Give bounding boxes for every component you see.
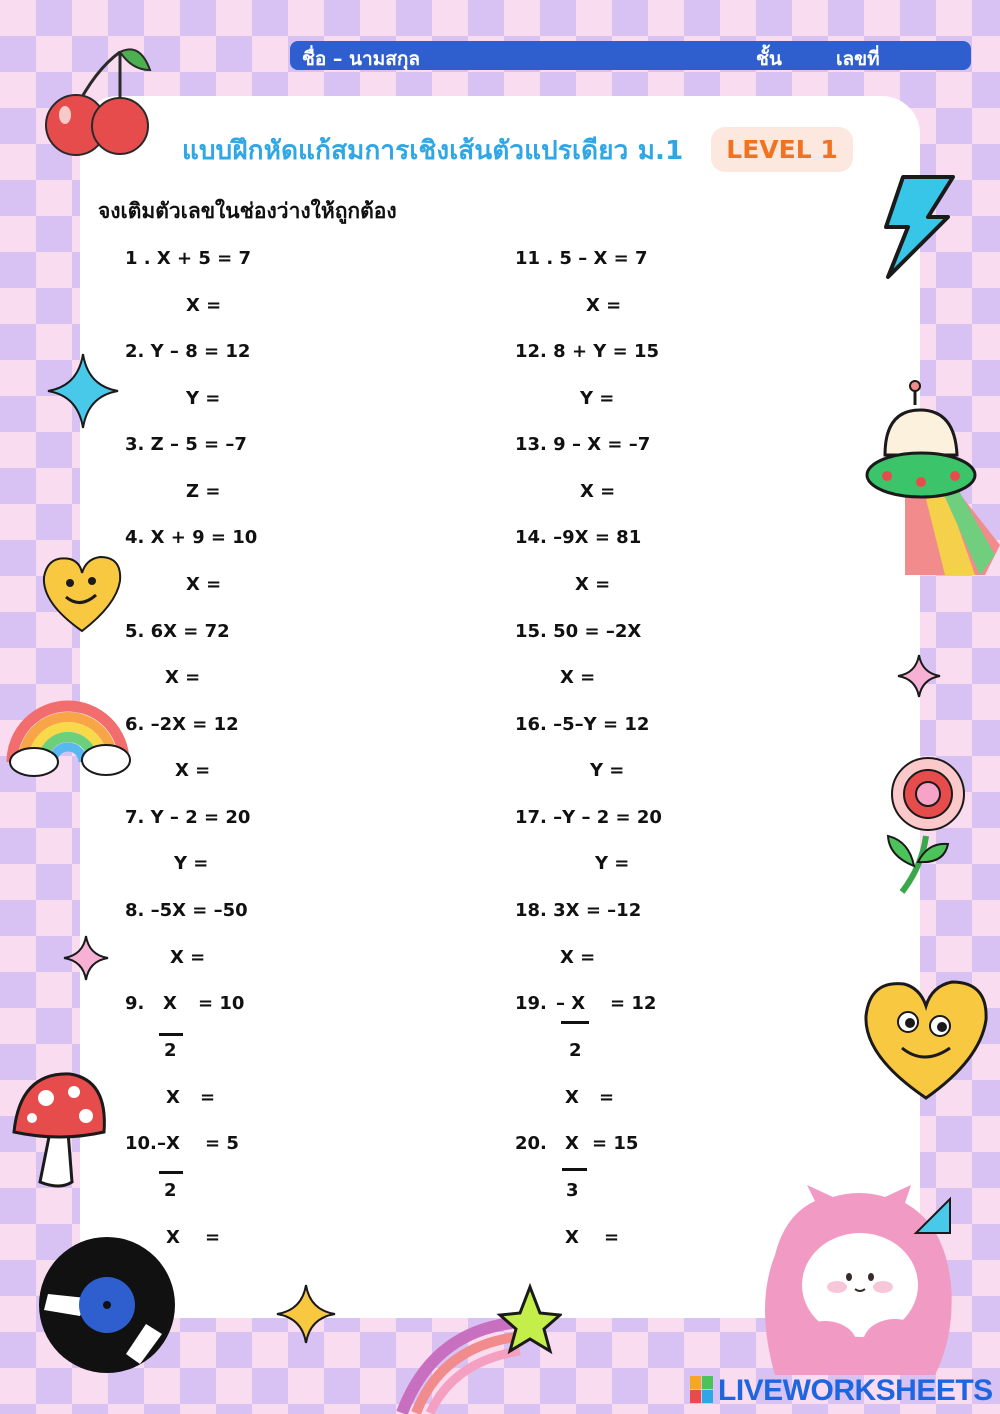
problem-16-answer[interactable]: Y = (590, 760, 625, 781)
problem-10-rhs: = 5 (205, 1133, 239, 1154)
student-info-bar (290, 41, 971, 70)
problem-9-rhs: = 10 (198, 993, 245, 1014)
problem-11-equation: 11 . 5 – X = 7 (515, 248, 648, 269)
problem-17-equation: 17. –Y – 2 = 20 (515, 807, 662, 828)
problem-19-fraction-bar (561, 1021, 589, 1024)
problem-18-answer[interactable]: X = (560, 947, 596, 968)
problem-5-answer[interactable]: X = (165, 667, 201, 688)
liveworksheets-logo-icon (690, 1376, 714, 1404)
problem-10-answer-var: X (166, 1227, 180, 1248)
problem-20-number: 20. (515, 1133, 547, 1154)
number-label: เลขที่ (836, 48, 880, 70)
yellow-heart-smiley-icon (40, 553, 124, 635)
problem-10-number: 10. (125, 1133, 157, 1154)
pink-sparkle-icon (896, 653, 942, 699)
page-title: แบบฝึกหัดแก้สมการเชิงเส้นตัวแปรเดียว ม.1 (182, 136, 684, 166)
mushroom-icon (10, 1070, 110, 1190)
problem-20-denominator: 3 (566, 1180, 579, 1201)
yellow-sparkle-icon (275, 1283, 337, 1345)
shooting-star-icon (392, 1283, 562, 1414)
name-label: ชื่อ – นามสกุล (302, 48, 420, 70)
problem-13-equation: 13. 9 – X = –7 (515, 434, 651, 455)
problem-9-number: 9. (125, 993, 145, 1014)
problem-15-equation: 15. 50 = –2X (515, 621, 642, 642)
problem-15-answer[interactable]: X = (560, 667, 596, 688)
problem-19-answer[interactable]: = (599, 1087, 615, 1108)
problem-19-numerator: – X (556, 993, 586, 1014)
blue-triangle-icon (910, 1193, 954, 1237)
problem-5-equation: 5. 6X = 72 (125, 621, 230, 642)
problem-14-equation: 14. –9X = 81 (515, 527, 642, 548)
problem-19-number: 19. (515, 993, 547, 1014)
problem-12-answer[interactable]: Y = (580, 388, 615, 409)
rainbow-icon (6, 684, 132, 779)
problem-2-equation: 2. Y – 8 = 12 (125, 341, 251, 362)
heart-face-icon (860, 976, 992, 1102)
ufo-icon (865, 380, 1000, 580)
problem-14-answer[interactable]: X = (575, 574, 611, 595)
level-badge: LEVEL 1 (711, 127, 853, 172)
problem-1-equation: 1 . X + 5 = 7 (125, 248, 252, 269)
problem-9-fraction-bar (159, 1033, 183, 1036)
problem-17-answer[interactable]: Y = (595, 853, 630, 874)
problem-10-denominator: 2 (164, 1180, 177, 1201)
problem-9-denominator: 2 (164, 1040, 177, 1061)
flower-icon (884, 756, 970, 896)
problem-20-fraction-bar (562, 1168, 587, 1171)
class-label: ชั้น (756, 48, 782, 70)
liveworksheets-logo (690, 1374, 993, 1407)
problem-20-answer[interactable]: = (604, 1227, 620, 1248)
pink-sparkle-small-icon (62, 934, 110, 982)
problem-18-equation: 18. 3X = –12 (515, 900, 642, 921)
problem-10-fraction-bar (159, 1171, 183, 1174)
problem-7-equation: 7. Y – 2 = 20 (125, 807, 251, 828)
problem-19-denominator: 2 (569, 1040, 582, 1061)
problem-6-equation: 6. –2X = 12 (125, 714, 239, 735)
problem-4-equation: 4. X + 9 = 10 (125, 527, 258, 548)
problem-1-answer[interactable]: X = (186, 295, 222, 316)
problem-12-equation: 12. 8 + Y = 15 (515, 341, 659, 362)
problem-4-answer[interactable]: X = (186, 574, 222, 595)
vinyl-record-icon (36, 1234, 178, 1376)
problem-8-answer[interactable]: X = (170, 947, 206, 968)
problem-13-answer[interactable]: X = (580, 481, 616, 502)
problem-6-answer[interactable]: X = (175, 760, 211, 781)
problem-9-answer-var: X (166, 1087, 180, 1108)
problem-9-answer[interactable]: = (200, 1087, 216, 1108)
problem-9-numerator: X (163, 993, 177, 1014)
cherry-icon (40, 40, 155, 160)
problem-3-answer[interactable]: Z = (186, 481, 221, 502)
problem-16-equation: 16. –5–Y = 12 (515, 714, 650, 735)
problem-19-rhs: = 12 (610, 993, 657, 1014)
problem-10-answer[interactable]: = (205, 1227, 221, 1248)
problem-3-equation: 3. Z – 5 = –7 (125, 434, 247, 455)
problem-20-numerator: X (565, 1133, 579, 1154)
watermark-text: LIVEWORKSHEETS (718, 1374, 993, 1407)
problem-19-answer-var: X (565, 1087, 579, 1108)
lightning-bolt-icon (878, 172, 958, 282)
problem-8-equation: 8. –5X = –50 (125, 900, 248, 921)
problem-2-answer[interactable]: Y = (186, 388, 221, 409)
problem-10-numerator: –X (157, 1133, 180, 1154)
problem-7-answer[interactable]: Y = (174, 853, 209, 874)
blue-sparkle-icon (46, 352, 120, 430)
problem-11-answer[interactable]: X = (586, 295, 622, 316)
instruction-text: จงเติมตัวเลขในช่องว่างให้ถูกต้อง (98, 199, 397, 223)
problem-20-answer-var: X (565, 1227, 579, 1248)
problem-20-rhs: = 15 (592, 1133, 639, 1154)
